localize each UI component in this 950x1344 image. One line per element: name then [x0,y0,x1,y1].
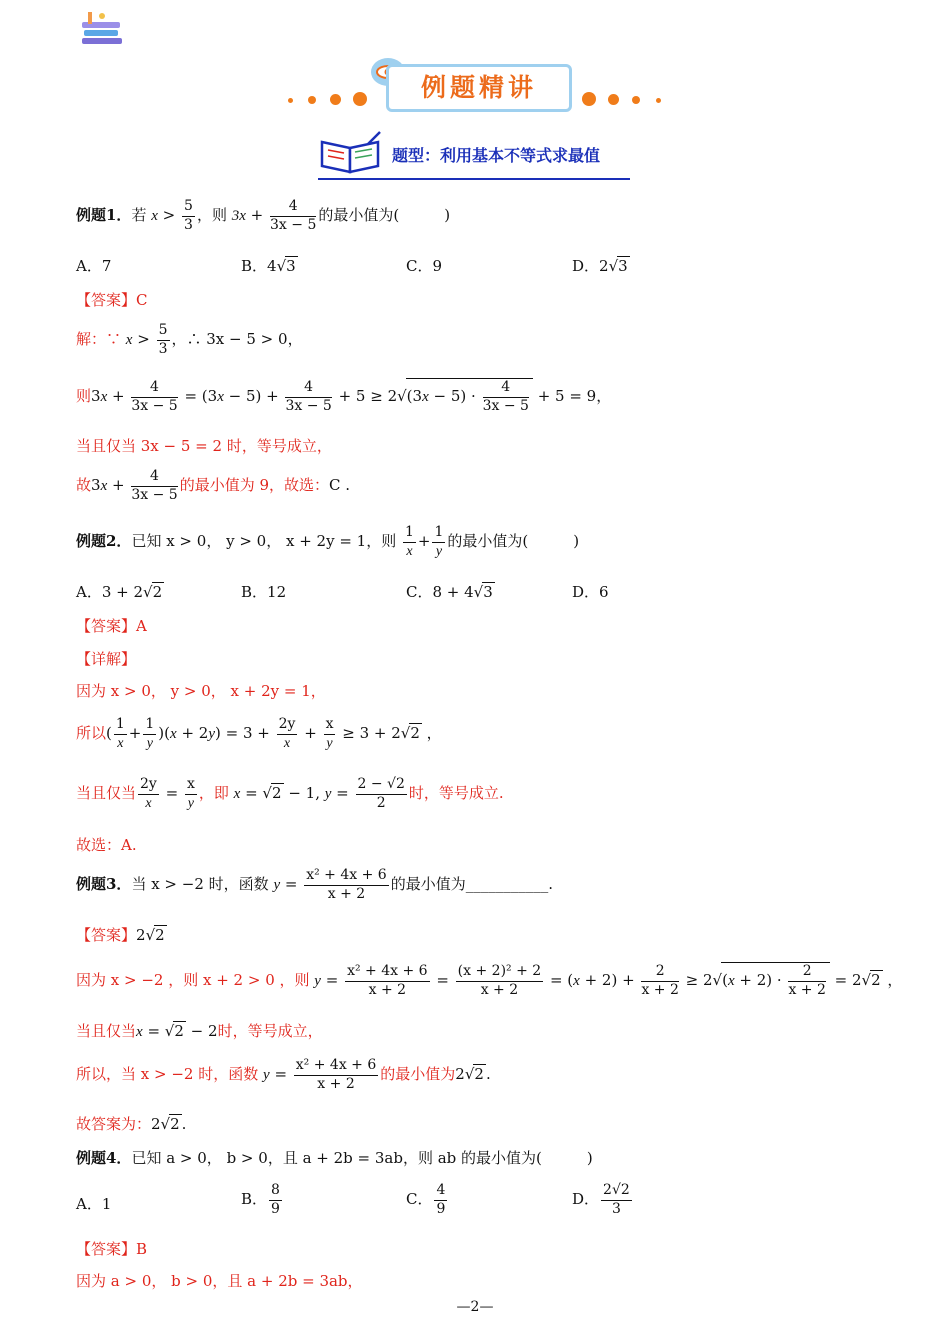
q4-option-b: B． $\frac{8}{9}$ [241,1182,280,1217]
q4-option-d: D． $\frac{2√2}{3}$ [572,1182,630,1217]
q4-solution-1: 因为 a > 0， b > 0，且 a + 2b = 3ab， [76,1272,363,1290]
q2-option-b: B．12 [241,583,287,601]
section-underline [318,178,630,180]
section-title: 题型：利用基本不等式求最值 [392,146,601,165]
q4-option-c: C． $\frac{4}{9}$ [406,1182,446,1217]
q3-solution-1: 因为 x > −2 ，则 x + 2 > 0 ，则 y = $\frac{\text{x² + 4x + 6}}{x + 2}$ = $\frac{\text{(x + 2)² + 2}}{x + 2}$ = (x + 2) + $\frac{2}{x + 2}$ ≥ 2√(x + 2) · $\frac{2}{x + 2}$ = 2√2 ， [76,963,903,998]
q1-option-d: D．2√3 [572,257,628,275]
q3-solution-4: 故答案为：2√2 . [76,1115,187,1133]
q1-solution-1: 解：∵ x > $\frac{5}{3}$ ，∴ 3x − 5 > 0， [76,322,303,357]
q1-answer: 【答案】C [76,291,148,309]
q4-stem: 例题4．已知 a > 0， b > 0，且 a + 2b = 3ab，则 ab 的最小值为( ) [76,1149,593,1167]
logo-icon [78,10,128,50]
q2-solution-3: 当且仅当 $\frac{2y}{x}$ = $\frac{x}{y}$ ，即 x = √2 − 1, y = $\frac{2 - √2}{2}$ 时，等号成立. [76,776,504,811]
q1-solution-3: 当且仅当 3x − 5 = 2 时，等号成立， [76,437,332,455]
page-number: —2— [456,1299,494,1315]
q1-option-a: A．7 [76,257,112,275]
q1-label: 例题1． [76,206,132,224]
q1-option-c: C．9 [406,257,443,275]
q2-solution-1: 因为 x > 0， y > 0， x + 2y = 1， [76,682,326,700]
q2-label: 例题2． [76,532,132,550]
banner-dot [608,94,619,105]
banner-dot [582,92,596,106]
q1-stem: 例题1．若 x > $\frac{5}{3}$ ，则 3x + $\frac{4}{3x - 5}$ 的最小值为( ) [76,198,451,233]
banner-dot [656,98,661,103]
banner-dot [632,96,640,104]
q2-stem: 例题2．已知 x > 0， y > 0， x + 2y = 1，则 $\frac{1}{x}$ + $\frac{1}{y}$ 的最小值为( ) [76,524,580,559]
q2-option-c: C．8 + 4√3 [406,583,493,601]
q1-option-b: B．4√3 [241,257,296,275]
q2-solution-2: 所以( $\frac{1}{x}$ + $\frac{1}{y}$ )(x + 2y) = 3 + $\frac{2y}{x}$ + $\frac{x}{y}$ ≥ 3 + 2√2 ， [76,716,442,751]
q3-answer: 【答案】2√2 [76,926,165,944]
q2-solution-4: 故选：A. [76,836,137,854]
q4-option-a: A．1 [76,1195,112,1213]
q3-label: 例题3． [76,875,132,893]
q3-stem: 例题3．当 x > −2 时，函数 y = $\frac{\text{x² + 4x + 6}}{x + 2}$ 的最小值为___________. [76,867,553,902]
banner-dot [330,94,341,105]
q3-solution-2: 当且仅当x = √2 − 2时，等号成立， [76,1022,323,1040]
q2-detail-label: 【详解】 [76,650,137,668]
q1-solution-4: 故3x + $\frac{4}{3x - 5}$ 的最小值为 9，故选：C . [76,468,351,503]
banner-dot [288,98,293,103]
q2-option-d: D．6 [572,583,609,601]
q4-answer: 【答案】B [76,1240,148,1258]
banner-dot [353,92,367,106]
q2-answer: 【答案】A [76,617,147,635]
q1-solution-2: 则3x + $\frac{4}{3x - 5}$ = (3x − 5) + $\frac{4}{3x - 5}$ + 5 ≥ 2√(3x − 5) · $\frac{4}{3x - 5}$ + 5 = 9， [76,379,612,414]
banner-dot [308,96,316,104]
book-icon [318,130,384,174]
q4-label: 例题4． [76,1149,132,1167]
banner-title: 例题精讲 [386,64,572,112]
q2-option-a: A．3 + 2√2 [76,583,163,601]
q3-solution-3: 所以，当 x > −2 时，函数 y = $\frac{\text{x² + 4x + 6}}{x + 2}$ 的最小值为2√2 . [76,1057,491,1092]
